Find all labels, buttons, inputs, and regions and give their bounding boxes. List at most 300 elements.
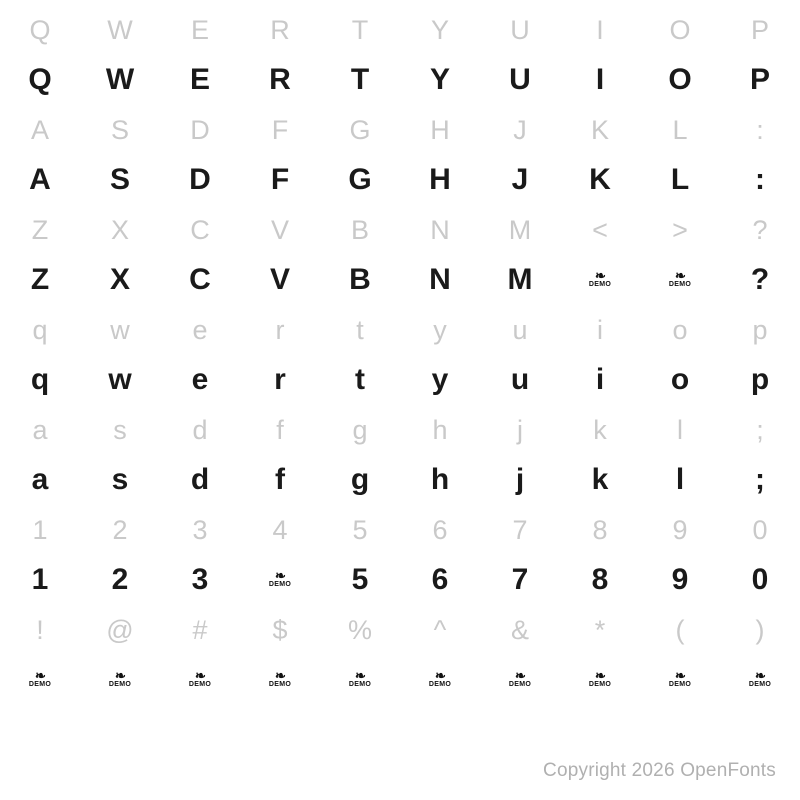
glyph-cell [0, 556, 80, 604]
sprout-icon: ❧ [675, 668, 685, 683]
demo-label: DEMO [508, 681, 532, 688]
glyph: k [591, 463, 609, 496]
demo-watermark-icon [588, 268, 612, 289]
glyph-cell [0, 204, 80, 256]
glyph-row-ghost [0, 4, 800, 56]
glyph: d [190, 463, 210, 496]
glyph-cell [240, 256, 320, 304]
glyph-cell [720, 204, 800, 256]
glyph-cell [480, 356, 560, 404]
glyph: a [32, 414, 48, 445]
glyph-cell [320, 104, 400, 156]
glyph-cell [160, 304, 240, 356]
glyph-cell [320, 456, 400, 504]
glyph: r [275, 314, 285, 345]
glyph-cell [240, 156, 320, 204]
glyph: 6 [432, 514, 448, 545]
glyph-cell [400, 156, 480, 204]
demo-label: DEMO [428, 681, 452, 688]
glyph-cell [240, 104, 320, 156]
glyph-row-pair [0, 204, 800, 304]
glyph: : [755, 163, 765, 196]
glyph: p [752, 314, 768, 345]
glyph: 0 [751, 563, 769, 596]
glyph-cell [560, 256, 640, 304]
glyph-cell [320, 504, 400, 556]
glyph-cell [480, 556, 560, 604]
demo-label: DEMO [108, 681, 132, 688]
demo-watermark-icon [428, 668, 452, 689]
glyph-row-ghost [0, 504, 800, 556]
glyph-cell [400, 404, 480, 456]
glyph: S [110, 114, 129, 145]
glyph-cell [320, 604, 400, 656]
glyph-cell [400, 556, 480, 604]
glyph: > [672, 214, 688, 245]
glyph: f [275, 463, 285, 496]
glyph-cell [0, 656, 80, 704]
glyph: K [590, 114, 609, 145]
glyph: 0 [752, 514, 768, 545]
glyph-cell [0, 404, 80, 456]
glyph: ? [750, 263, 770, 296]
demo-watermark-icon [268, 668, 292, 689]
glyph: ( [675, 614, 685, 645]
sprout-icon: ❧ [115, 668, 125, 683]
glyph: W [107, 14, 133, 45]
glyph: G [348, 163, 372, 196]
glyph: j [515, 463, 525, 496]
glyph: D [190, 114, 210, 145]
glyph-cell [320, 556, 400, 604]
glyph: H [429, 163, 451, 196]
sprout-icon: ❧ [275, 568, 285, 583]
glyph-cell [80, 456, 160, 504]
glyph: d [192, 414, 208, 445]
glyph-cell [320, 4, 400, 56]
demo-watermark-icon [668, 668, 692, 689]
glyph-cell [0, 156, 80, 204]
glyph: B [349, 263, 371, 296]
glyph-cell [400, 304, 480, 356]
glyph-cell [640, 204, 720, 256]
glyph: & [510, 614, 529, 645]
glyph-cell [640, 56, 720, 104]
glyph: % [347, 614, 372, 645]
glyph-cell [80, 504, 160, 556]
glyph-cell [480, 256, 560, 304]
glyph: U [509, 63, 531, 96]
glyph-cell [0, 256, 80, 304]
glyph-cell [320, 56, 400, 104]
glyph-cell [560, 104, 640, 156]
glyph: E [190, 14, 209, 45]
glyph: W [105, 63, 135, 96]
glyph-cell [480, 504, 560, 556]
glyph: I [596, 14, 604, 45]
demo-label: DEMO [668, 681, 692, 688]
glyph-cell [0, 356, 80, 404]
glyph-row-pair [0, 104, 800, 204]
glyph-row-pair [0, 304, 800, 404]
glyph: 9 [671, 563, 689, 596]
glyph-cell [160, 104, 240, 156]
glyph-cell [80, 604, 160, 656]
glyph-cell [720, 404, 800, 456]
glyph-cell [400, 4, 480, 56]
glyph: P [750, 14, 769, 45]
glyph-cell [80, 556, 160, 604]
glyph: k [593, 414, 607, 445]
glyph-cell [400, 256, 480, 304]
glyph: f [276, 414, 284, 445]
glyph: E [189, 63, 210, 96]
glyph: Y [430, 14, 449, 45]
glyph-cell [240, 556, 320, 604]
sprout-icon: ❧ [755, 668, 765, 683]
glyph-cell [720, 4, 800, 56]
glyph: 6 [431, 563, 449, 596]
glyph-row-main [0, 156, 800, 204]
demo-label: DEMO [668, 281, 692, 288]
glyph-cell [480, 456, 560, 504]
glyph-cell [80, 104, 160, 156]
glyph-cell [480, 304, 560, 356]
glyph: O [669, 14, 691, 45]
glyph-cell [400, 56, 480, 104]
glyph-row-main [0, 456, 800, 504]
glyph: I [595, 63, 605, 96]
glyph: Z [30, 263, 50, 296]
demo-watermark-icon [28, 668, 52, 689]
glyph: j [517, 414, 523, 445]
glyph: l [677, 414, 683, 445]
glyph-row-main [0, 56, 800, 104]
glyph-cell [0, 104, 80, 156]
glyph-cell [240, 204, 320, 256]
glyph-cell [240, 504, 320, 556]
demo-label: DEMO [268, 581, 292, 588]
demo-label: DEMO [188, 681, 212, 688]
glyph: < [592, 214, 608, 245]
glyph-cell [160, 204, 240, 256]
glyph-cell [160, 4, 240, 56]
glyph-cell [160, 656, 240, 704]
glyph: o [672, 314, 688, 345]
glyph-cell [80, 204, 160, 256]
glyph: N [429, 263, 451, 296]
glyph: L [672, 114, 688, 145]
glyph-cell [640, 656, 720, 704]
glyph-cell [80, 256, 160, 304]
glyph-cell [80, 56, 160, 104]
demo-watermark-icon [748, 668, 772, 689]
glyph-row-main [0, 556, 800, 604]
copyright-notice: Copyright 2026 OpenFonts [543, 760, 776, 781]
glyph-cell [560, 204, 640, 256]
glyph-cell [720, 56, 800, 104]
glyph-cell [80, 404, 160, 456]
glyph: O [668, 63, 692, 96]
glyph: w [108, 363, 132, 396]
glyph-row-ghost [0, 204, 800, 256]
glyph-cell [0, 456, 80, 504]
glyph: 4 [272, 514, 288, 545]
glyph: e [191, 363, 209, 396]
glyph: h [432, 414, 448, 445]
sprout-icon: ❧ [355, 668, 365, 683]
glyph-cell [400, 504, 480, 556]
glyph: K [589, 163, 611, 196]
glyph: g [352, 414, 368, 445]
glyph-cell [80, 656, 160, 704]
glyph-cell [560, 304, 640, 356]
glyph-cell [320, 656, 400, 704]
sprout-icon: ❧ [595, 668, 605, 683]
glyph: L [670, 163, 690, 196]
glyph-cell [480, 656, 560, 704]
glyph: # [192, 614, 208, 645]
glyph: u [512, 314, 528, 345]
glyph: o [670, 363, 690, 396]
glyph-cell [480, 56, 560, 104]
glyph: $ [272, 614, 288, 645]
glyph: T [350, 63, 370, 96]
glyph: @ [106, 614, 134, 645]
glyph: w [110, 314, 130, 345]
glyph: y [433, 314, 447, 345]
glyph: N [430, 214, 450, 245]
sprout-icon: ❧ [35, 668, 45, 683]
glyph: 7 [512, 514, 528, 545]
glyph: U [510, 14, 530, 45]
glyph-cell [400, 656, 480, 704]
glyph: s [113, 414, 127, 445]
glyph-cell [560, 604, 640, 656]
demo-label: DEMO [28, 681, 52, 688]
glyph-cell [320, 304, 400, 356]
glyph: ; [755, 463, 765, 496]
glyph-row-pair [0, 4, 800, 104]
glyph-cell [0, 504, 80, 556]
glyph-cell [320, 356, 400, 404]
glyph: Q [28, 63, 52, 96]
glyph: H [430, 114, 450, 145]
glyph: 3 [191, 563, 209, 596]
glyph-cell [480, 156, 560, 204]
glyph: u [510, 363, 530, 396]
glyph: F [271, 114, 289, 145]
glyph-cell [0, 56, 80, 104]
glyph-cell [80, 304, 160, 356]
glyph: * [594, 614, 606, 645]
glyph: a [31, 463, 49, 496]
glyph: R [269, 63, 291, 96]
glyph-cell [720, 156, 800, 204]
glyph-cell [480, 404, 560, 456]
sprout-icon: ❧ [195, 668, 205, 683]
glyph-cell [80, 156, 160, 204]
glyph-cell [320, 156, 400, 204]
glyph: C [190, 214, 210, 245]
glyph: A [30, 114, 49, 145]
glyph: ^ [433, 614, 447, 645]
glyph-cell [80, 4, 160, 56]
glyph: J [513, 114, 527, 145]
glyph: B [350, 214, 369, 245]
glyph: 1 [32, 514, 48, 545]
glyph: F [270, 163, 290, 196]
glyph: 9 [672, 514, 688, 545]
glyph: C [189, 263, 211, 296]
demo-label: DEMO [748, 681, 772, 688]
glyph-cell [720, 504, 800, 556]
glyph-cell [720, 556, 800, 604]
glyph: 8 [592, 514, 608, 545]
glyph: ; [756, 414, 764, 445]
glyph: 7 [511, 563, 529, 596]
glyph: 5 [352, 514, 368, 545]
glyph: q [32, 314, 48, 345]
glyph: T [351, 14, 369, 45]
glyph: Q [29, 14, 51, 45]
glyph: i [597, 314, 603, 345]
glyph: ? [752, 214, 768, 245]
glyph: A [29, 163, 51, 196]
demo-label: DEMO [348, 681, 372, 688]
glyph-cell [480, 104, 560, 156]
glyph: t [356, 314, 364, 345]
demo-watermark-icon [108, 668, 132, 689]
glyph-cell [720, 104, 800, 156]
demo-watermark-icon [668, 268, 692, 289]
glyph: M [507, 263, 533, 296]
glyph-cell [320, 404, 400, 456]
glyph: J [511, 163, 529, 196]
glyph: 2 [111, 563, 129, 596]
glyph-cell [480, 4, 560, 56]
glyph: V [269, 263, 290, 296]
glyph-cell [560, 156, 640, 204]
sprout-icon: ❧ [675, 268, 685, 283]
glyph: i [595, 363, 605, 396]
glyph-cell [240, 404, 320, 456]
glyph-cell [720, 604, 800, 656]
demo-label: DEMO [588, 281, 612, 288]
glyph-row-main [0, 256, 800, 304]
glyph-cell [240, 604, 320, 656]
glyph: s [111, 463, 129, 496]
glyph-cell [640, 4, 720, 56]
glyph-cell [640, 404, 720, 456]
glyph-cell [640, 456, 720, 504]
glyph: R [270, 14, 290, 45]
glyph: S [109, 163, 130, 196]
demo-watermark-icon [348, 668, 372, 689]
glyph-cell [160, 404, 240, 456]
glyph-cell [560, 356, 640, 404]
glyph-cell [400, 356, 480, 404]
glyph-cell [160, 504, 240, 556]
glyph: 2 [112, 514, 128, 545]
glyph-cell [160, 456, 240, 504]
glyph-cell [640, 356, 720, 404]
glyph: ) [755, 614, 765, 645]
glyph-cell [560, 556, 640, 604]
sprout-icon: ❧ [595, 268, 605, 283]
glyph-cell [240, 456, 320, 504]
glyph-cell [320, 204, 400, 256]
glyph-row-pair [0, 604, 800, 704]
glyph-cell [160, 56, 240, 104]
glyph-cell [160, 356, 240, 404]
glyph-cell [400, 104, 480, 156]
glyph-cell [240, 304, 320, 356]
demo-watermark-icon [508, 668, 532, 689]
glyph: e [192, 314, 208, 345]
glyph-cell [640, 256, 720, 304]
glyph: X [110, 214, 129, 245]
glyph-cell [560, 456, 640, 504]
sprout-icon: ❧ [275, 668, 285, 683]
glyph-row-main [0, 656, 800, 704]
demo-watermark-icon [188, 668, 212, 689]
glyph: X [109, 263, 130, 296]
glyph: P [749, 63, 770, 96]
sprout-icon: ❧ [515, 668, 525, 683]
sprout-icon: ❧ [435, 668, 445, 683]
glyph-cell [480, 204, 560, 256]
glyph-cell [720, 256, 800, 304]
glyph-cell [640, 604, 720, 656]
glyph: 3 [192, 514, 208, 545]
glyph-cell [720, 304, 800, 356]
glyph-row-pair [0, 504, 800, 604]
demo-label: DEMO [268, 681, 292, 688]
glyph-cell [640, 504, 720, 556]
glyph-row-ghost [0, 604, 800, 656]
glyph: 5 [351, 563, 369, 596]
glyph-cell [240, 356, 320, 404]
glyph-cell [560, 404, 640, 456]
glyph: l [675, 463, 685, 496]
glyph-cell [80, 356, 160, 404]
glyph-cell [720, 456, 800, 504]
glyph: : [756, 114, 764, 145]
glyph-cell [320, 256, 400, 304]
glyph-cell [400, 604, 480, 656]
glyph-cell [560, 656, 640, 704]
glyph-cell [400, 204, 480, 256]
glyph-cell [560, 56, 640, 104]
glyph-cell [0, 304, 80, 356]
glyph-row-main [0, 356, 800, 404]
glyph: G [349, 114, 371, 145]
glyph: V [270, 214, 289, 245]
glyph: h [430, 463, 450, 496]
glyph-cell [640, 304, 720, 356]
glyph-cell [160, 256, 240, 304]
glyph: p [750, 363, 770, 396]
glyph-cell [0, 604, 80, 656]
glyph: t [355, 363, 365, 396]
glyph-cell [560, 504, 640, 556]
glyph: D [189, 163, 211, 196]
glyph: q [30, 363, 50, 396]
glyph: 1 [31, 563, 49, 596]
glyph-cell [640, 104, 720, 156]
demo-watermark-icon [588, 668, 612, 689]
